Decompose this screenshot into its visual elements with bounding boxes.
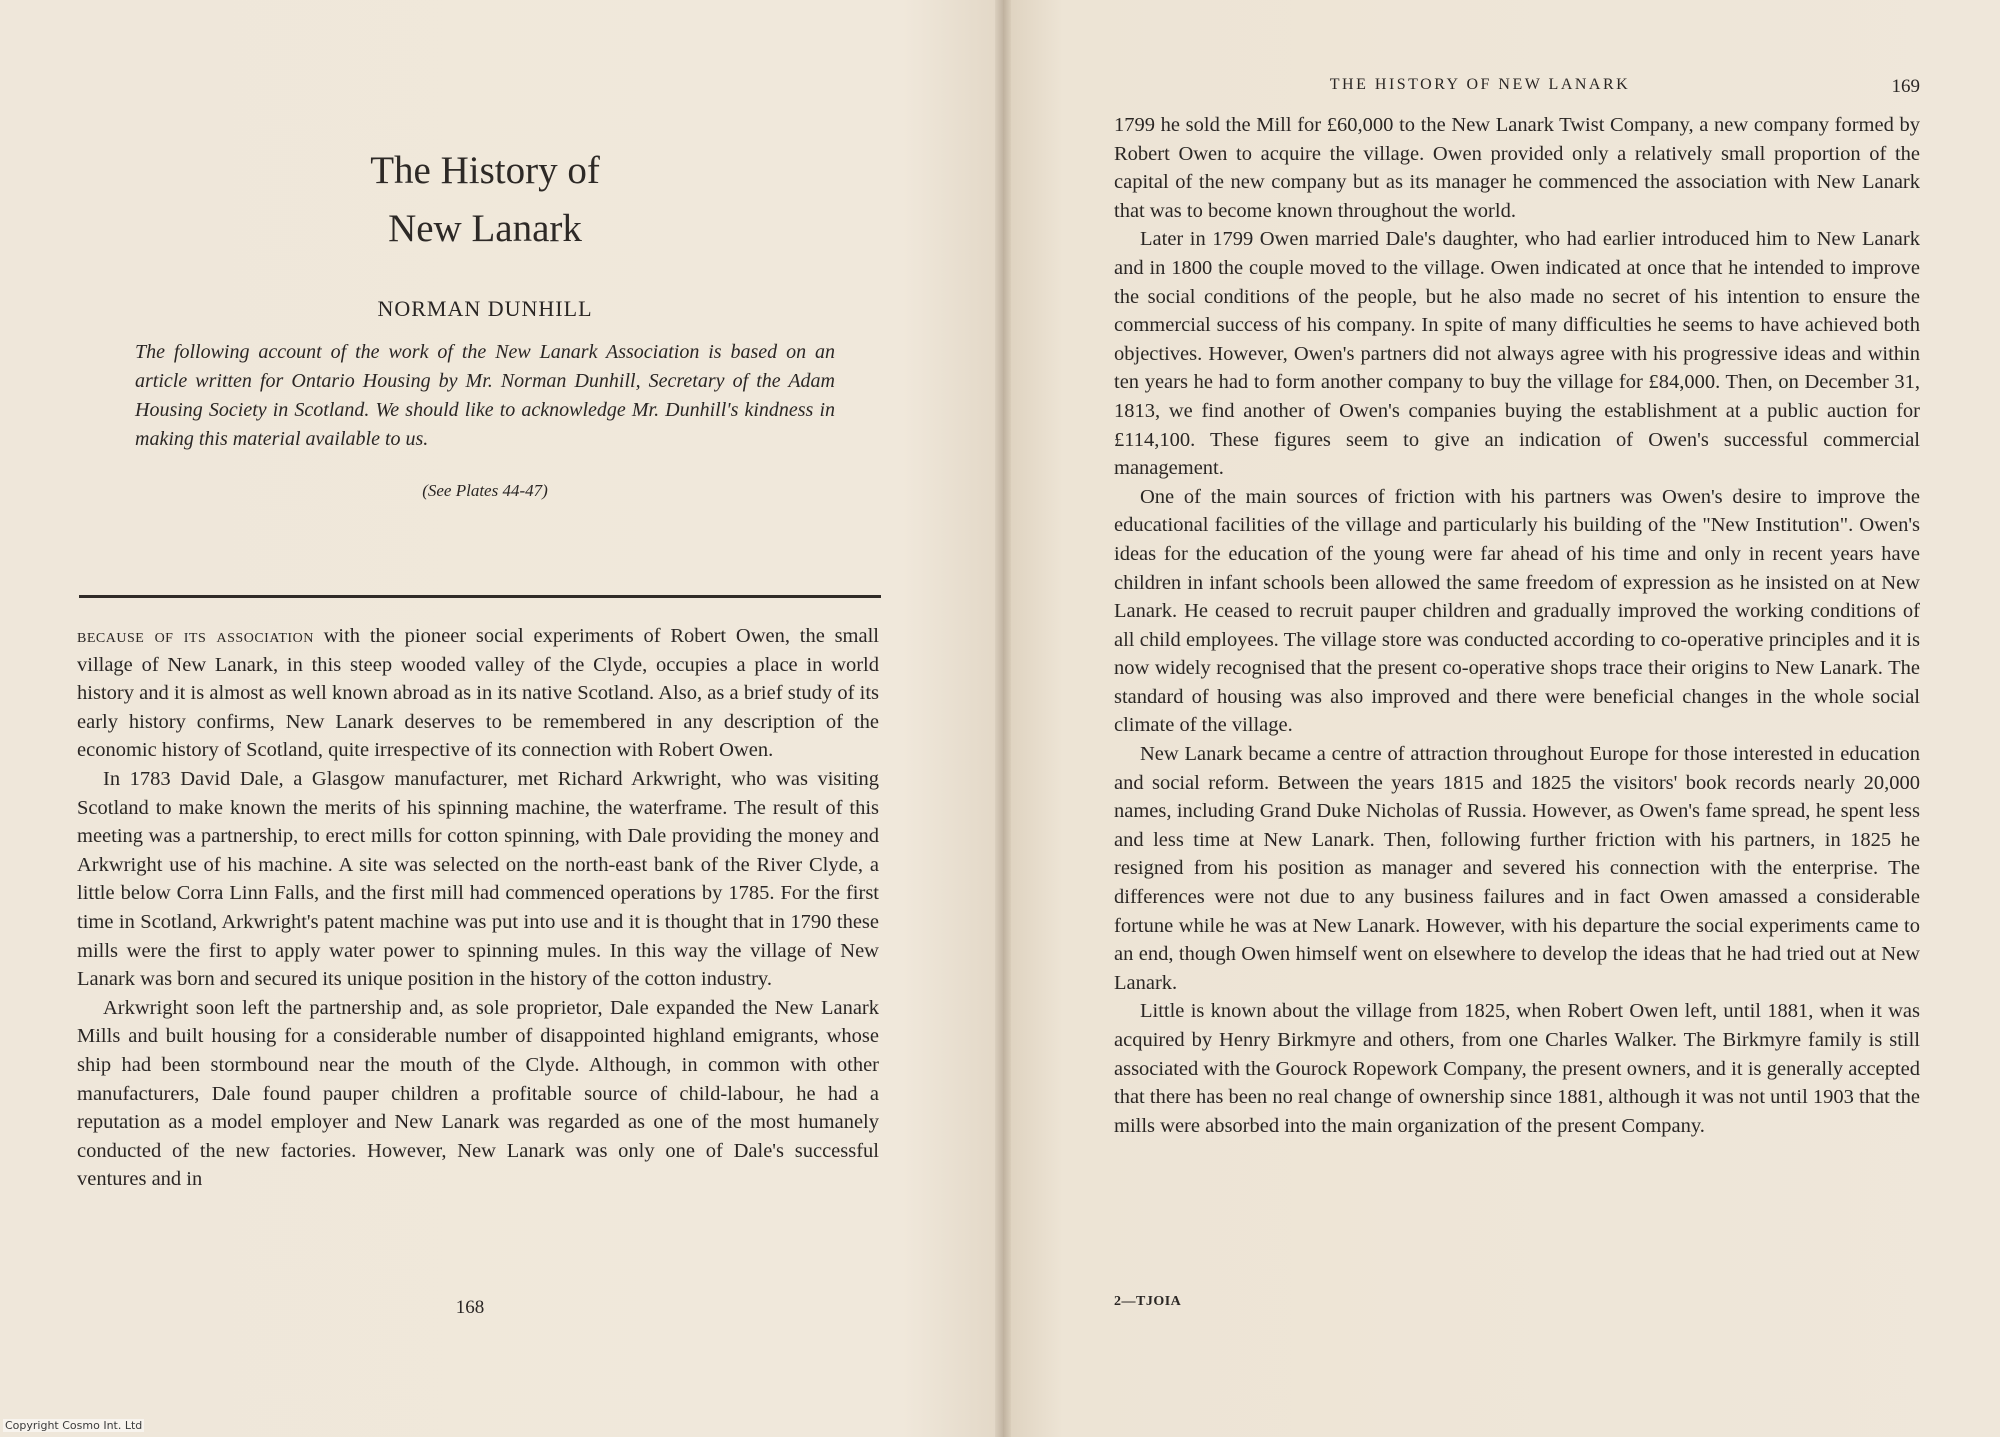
page-number-right: 169 — [1891, 76, 1920, 97]
signature-mark: 2—TJOIA — [1114, 1294, 1182, 1309]
paragraph: 1799 he sold the Mill for £60,000 to the New Lanark Twist Company, a new company formed by Robert Owen to acquire the village. Owen provided only a relatively small proportion of the capital of the new company but as its manager he commenced the association with New Lanark that was to become known throughout the world. — [1114, 114, 1920, 222]
left-body-text — [77, 622, 879, 1194]
paragraph: New Lanark became a centre of attraction throughout Europe for those interested in education and social reform. Between the years 1815 and 1825 the visitors' book records nearly 20,000 names, including Grand Duke Nicholas of Russia. However, as Owen's fame spread, he spent less and less time at New Lanark. Then, following further friction with his partners, in 1825 he resigned from his position as manager and severed his connection with the enterprise. The differences were not due to any business failures and in fact Owen amassed a considerable fortune while he was at New Lanark. However, with his departure the social experiments came to an end, though Owen himself went on elsewhere to develop the ideas that he had tried out at New Lanark. — [1114, 743, 1920, 994]
plates-reference: (See Plates 44-47) — [422, 481, 548, 500]
paragraph: Arkwright soon left the partnership and, as sole proprietor, Dale expanded the New Lanark Mills and built housing for a considerable number of disappointed highland emigrants, whose ship had been stormbound near the mouth of the Clyde. Although, in common with other manufacturers, Dale found pauper children a profitable source of child-labour, he had a reputation as a model employer and New Lanark was regarded as one of the most humanely conducted of the new factories. However, New Lanark was only one of Dale's successful ventures and in — [77, 996, 879, 1191]
right-body-text — [1114, 111, 1920, 1140]
page-number-left: 168 — [455, 1297, 485, 1318]
paragraph: Little is known about the village from 1825, when Robert Owen left, until 1881, when it was acquired by Henry Birkmyre and others, from one Charles Walker. The Birkmyre family is still associated with the Gourock Ropework Company, the present owners, and it is generally accepted that there has been no real change of ownership since 1881, although it was not until 1903 that the mills were absorbed into the main organization of the present Company. — [1114, 1000, 1920, 1137]
article-title-line-2: New Lanark — [388, 207, 582, 250]
lead-in: because of its association — [77, 625, 314, 647]
running-head: THE HISTORY OF NEW LANARK — [1329, 76, 1631, 93]
paragraph-text: with the pioneer social experiments of Robert Owen, the small village of New Lanark, in this steep wooded valley of the Clyde, occupies a place in world history and it is almost as well known abroad as in its native Scotland. Also, as a brief study of its early history confirms, New Lanark deserves to be remembered in any description of the economic history of Scotland, quite irrespective of its connection with Robert Owen. — [77, 625, 879, 762]
article-title-line-1: The History of — [370, 149, 600, 192]
paragraph: In 1783 David Dale, a Glasgow manufacturer, met Richard Arkwright, who was visiting Scotland to make known the merits of his spinning machine, the waterframe. The result of this meeting was a partnership, to erect mills for cotton spinning, with Dale providing the money and Arkwright use of his machine. A site was selected on the north-east bank of the River Clyde, a little below Corra Linn Falls, and the first mill had commenced operations by 1785. For the first time in Scotland, Arkwright's patent machine was put into use and it is thought that in 1790 these mills were the first to apply water power to spinning mules. In this way the village of New Lanark was born and secured its unique position in the history of the cotton industry. — [77, 767, 879, 991]
book-gutter — [995, 0, 1011, 1437]
copyright-notice: Copyright Cosmo Int. Ltd — [5, 1419, 143, 1432]
paragraph: Later in 1799 Owen married Dale's daughter, who had earlier introduced him to New Lanark and in 1800 the couple moved to the village. Owen indicated at once that he intended to improve the social conditions of the people, but he also made no secret of his intention to ensure the commercial success of his company. In spite of many difficulties he seems to have achieved both objectives. However, Owen's partners did not always agree with his progressive ideas and within ten years he had to form another company to buy the village for £84,000. Then, on December 31, 1813, we find another of Owen's companies buying the establishment at a public auction for £114,100. These figures seem to give an indication of Owen's successful commercial management. — [1114, 228, 1920, 480]
section-rule — [79, 595, 881, 598]
paragraph: One of the main sources of friction with his partners was Owen's desire to improve the educational facilities of the village and particularly his building of the "New Institution". Owen's ideas for the education of the young were far ahead of his time and only in recent years have children in infant schools been allowed the same freedom of expression as he insisted on at New Lanark. He ceased to recruit pauper children and gradually improved the working conditions of all child employees. The village store was conducted according to co-operative principles and it is now widely recognised that the present co-operative shops trace their origins to New Lanark. The standard of housing was also improved and there were beneficial changes in the whole social climate of the village. — [1114, 485, 1920, 737]
intro-note: The following account of the work of the New Lanark Association is based on an article written for Ontario Housing by Mr. Norman Dunhill, Secretary of the Adam Housing Society in Scotland. We should like to acknowledge Mr. Dunhill's kindness in making this material available to us. — [135, 341, 835, 450]
author-name: NORMAN DUNHILL — [377, 296, 593, 321]
paragraph — [77, 622, 879, 765]
